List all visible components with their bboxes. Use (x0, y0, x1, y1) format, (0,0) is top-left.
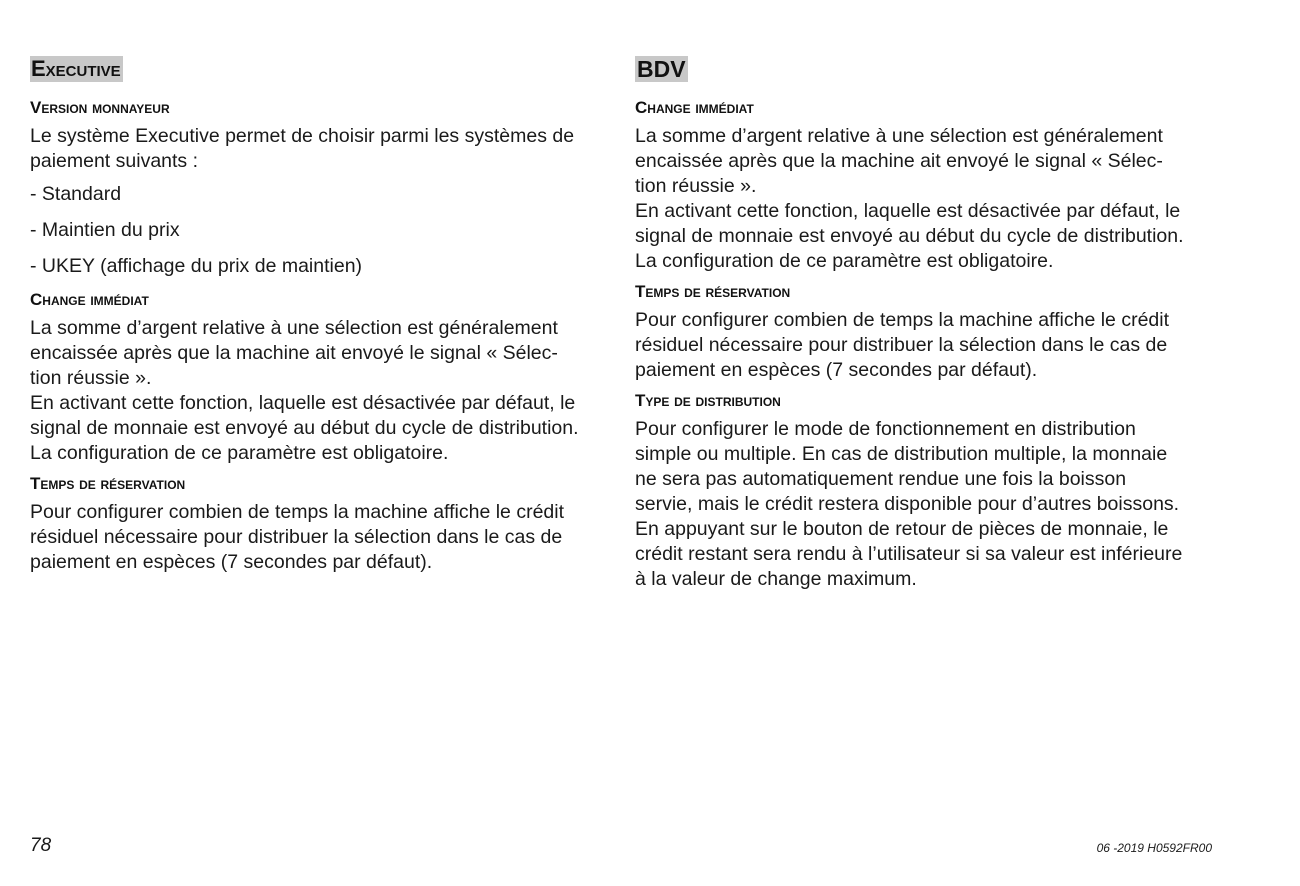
text-line: En activant cette fonction, laquelle est désactivée par défaut, le (635, 200, 1181, 222)
text-line: En activant cette fonction, laquelle est désactivée par défaut, le (30, 392, 576, 414)
paragraph-reservation (635, 308, 1217, 383)
text-line: servie, mais le crédit restera disponible pour d’autres boissons. (635, 493, 1180, 515)
paragraph-version-intro (30, 124, 610, 174)
list-item-standard: - Standard (30, 183, 122, 205)
heading-version-monnayeur: Version monnayeur (30, 98, 170, 117)
left-column (30, 56, 610, 583)
text-line: Pour configurer combien de temps la machine affiche le crédit (635, 309, 1170, 331)
paragraph-reservation (30, 500, 610, 575)
page-number: 78 (30, 835, 52, 856)
heading-temps-reservation: Temps de réservation (30, 474, 186, 493)
heading-change-immediat: Change immédiat (30, 290, 149, 309)
paragraph-change-2 (30, 391, 610, 466)
text-line: simple ou multiple. En cas de distribution multiple, la monnaie (635, 443, 1168, 465)
paragraph-change (635, 124, 1217, 274)
text-line: signal de monnaie est envoyé au début du cycle de distribution. (30, 417, 579, 439)
text-line: Pour configurer combien de temps la machine affiche le crédit (30, 501, 565, 523)
right-column (635, 56, 1217, 600)
text-line: signal de monnaie est envoyé au début du cycle de distribution. (635, 225, 1184, 247)
list-item-maintien: - Maintien du prix (30, 219, 180, 241)
text-line: crédit restant sera rendu à l’utilisateur si sa valeur est inférieure (635, 543, 1183, 565)
text-line: Pour configurer le mode de fonctionnement en distribution (635, 418, 1136, 440)
text-line: La somme d’argent relative à une sélection est généralement (30, 317, 558, 339)
version-intro-line: paiement suivants : (30, 150, 199, 172)
text-line: La configuration de ce paramètre est obligatoire. (30, 442, 449, 464)
text-line: paiement en espèces (7 secondes par défaut). (635, 359, 1038, 381)
text-line: encaissée après que la machine ait envoyé le signal « Sélec- (30, 342, 558, 364)
text-line: tion réussie ». (635, 175, 757, 197)
text-line: La somme d’argent relative à une sélection est généralement (635, 125, 1163, 147)
paragraph-change-1 (30, 316, 610, 391)
text-line: ne sera pas automatiquement rendue une fois la boisson (635, 468, 1127, 490)
document-code: 06 -2019 H0592FR00 (1096, 841, 1212, 855)
text-line: paiement en espèces (7 secondes par défaut). (30, 551, 433, 573)
text-line: En appuyant sur le bouton de retour de pièces de monnaie, le (635, 518, 1169, 540)
list-item-ukey: - UKEY (affichage du prix de maintien) (30, 255, 363, 277)
section-title-bdv: BDV (637, 56, 686, 82)
text-line: résiduel nécessaire pour distribuer la sélection dans le cas de (30, 526, 563, 548)
paragraph-distribution (635, 417, 1217, 592)
text-line: résiduel nécessaire pour distribuer la sélection dans le cas de (635, 334, 1168, 356)
text-line: encaissée après que la machine ait envoyé le signal « Sélec- (635, 150, 1163, 172)
heading-temps-reservation: Temps de réservation (635, 282, 791, 301)
heading-type-distribution: Type de distribution (635, 391, 781, 410)
section-title-executive: Executive (31, 56, 121, 81)
text-line: tion réussie ». (30, 367, 152, 389)
heading-change-immediat: Change immédiat (635, 98, 754, 117)
text-line: à la valeur de change maximum. (635, 568, 917, 590)
text-line: La configuration de ce paramètre est obligatoire. (635, 250, 1054, 272)
version-intro-line: Le système Executive permet de choisir parmi les systèmes de (30, 125, 575, 147)
